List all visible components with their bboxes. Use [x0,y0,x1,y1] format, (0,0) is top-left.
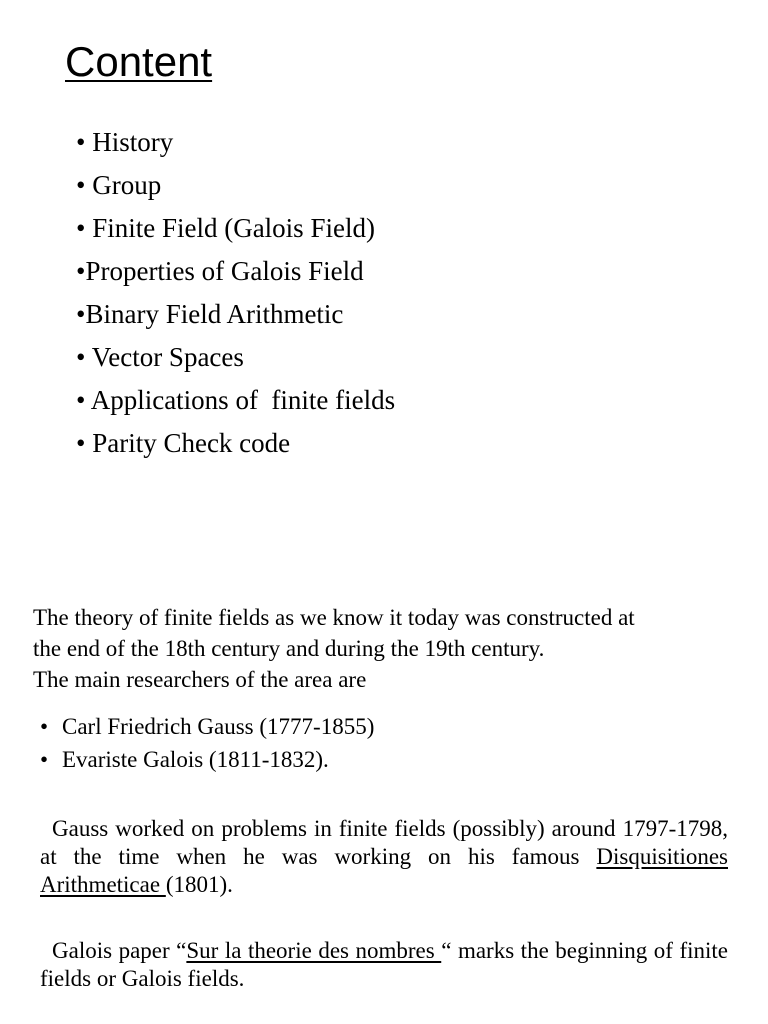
contents-list [76,121,395,465]
paper-title: Sur la theorie des nombres [186,938,442,963]
bullet: • [40,747,49,772]
paragraph-text: Gauss worked on problems in finite fields (possibly) around 1797-1798, at the time when he was working on his famous [40,816,728,869]
galois-paragraph [40,937,728,993]
intro-line: the end of the 18th century and during the 19th century. [33,636,545,661]
list-item [40,710,374,743]
list-item: • Group [76,170,162,200]
bullet: • [40,714,49,739]
list-item: • Applications of finite fields [76,385,396,415]
book-title: Disquisitiones Arithmeticae [40,844,728,897]
list-item [40,743,374,776]
intro-line: The theory of finite fields as we know it today was constructed at [33,605,635,630]
intro-paragraph [33,602,733,695]
page-title: Content [65,38,213,85]
list-item: • Finite Field (Galois Field) [76,213,375,243]
researchers-list [40,710,374,776]
paragraph-text: Galois paper “ [52,938,187,963]
gauss-paragraph [40,815,728,899]
list-item: • Parity Check code [76,428,291,458]
list-item: • Vector Spaces [76,342,244,372]
intro-line: The main researchers of the area are [33,667,367,692]
list-item: •Binary Field Arithmetic [76,299,344,329]
researcher-name: Evariste Galois (1811-1832). [62,747,329,772]
researcher-name: Carl Friedrich Gauss (1777-1855) [62,714,375,739]
paragraph-text: “ marks the beginning of finite fields or Galois fields. [40,938,729,991]
list-item: • History [76,127,174,157]
paragraph-text: (1801). [165,872,233,897]
list-item: •Properties of Galois Field [76,256,364,286]
